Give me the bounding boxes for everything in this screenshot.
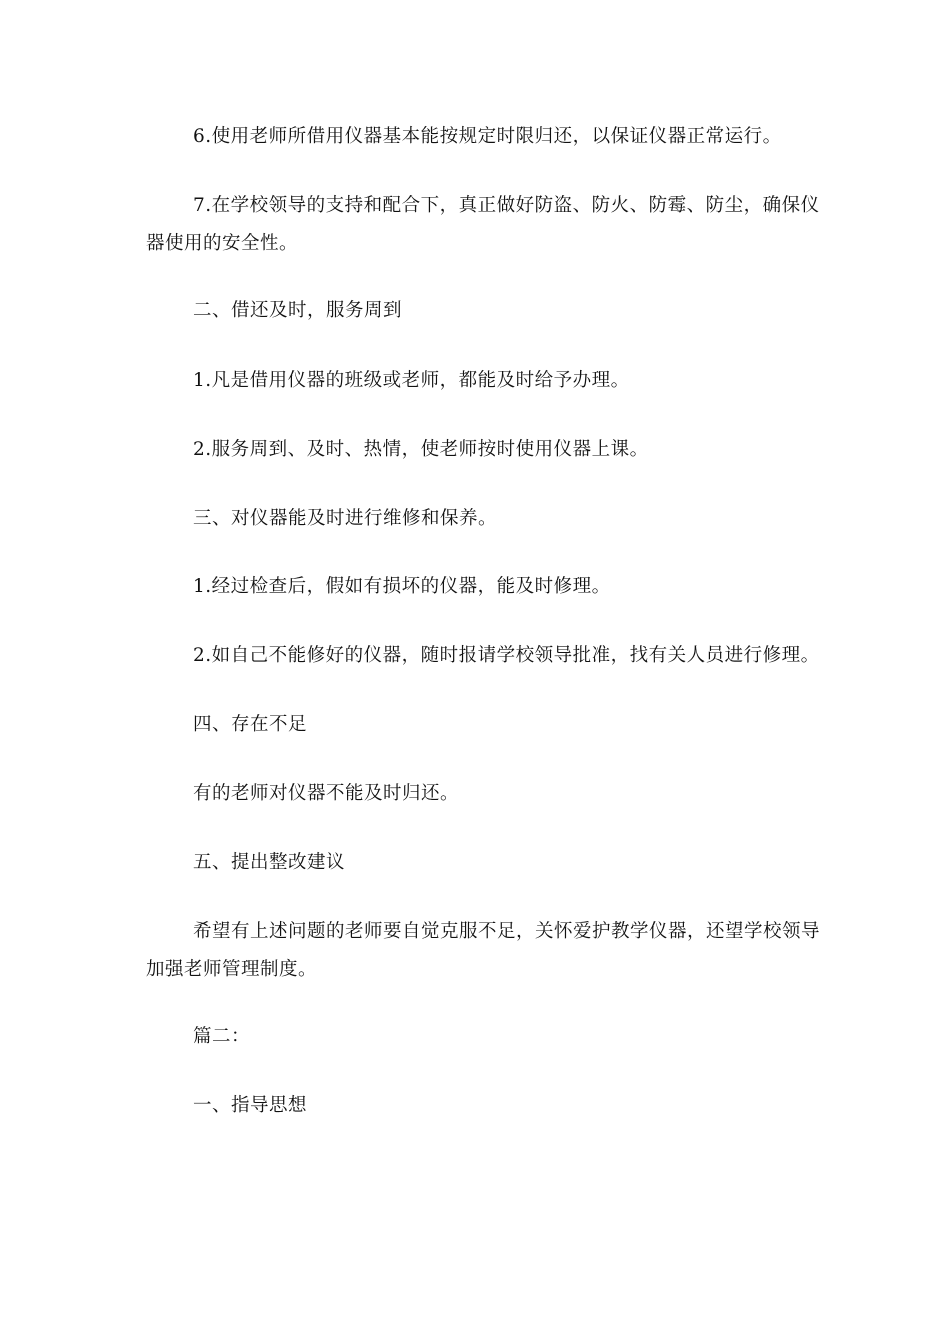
part-two-heading: 篇二： — [193, 1026, 251, 1047]
section-heading-suggestions: 五、提出整改建议 — [193, 852, 346, 873]
paragraph-item-2-repair: 2.如自己不能修好的仪器，随时报请学校领导批准，找有关人员进行修理。 — [193, 645, 820, 666]
paragraph-item-7: 7.在学校领导的支持和配合下，真正做好防盗、防火、防霉、防尘，确保仪器使用的安全性。 — [146, 195, 820, 254]
section-heading-shortcomings: 四、存在不足 — [193, 714, 308, 735]
section-heading-borrow-return: 二、借还及时，服务周到 — [193, 300, 403, 321]
paragraph-suggestion: 希望有上述问题的老师要自觉克服不足，关怀爱护教学仪器，还望学校领导加强老师管理制度。 — [146, 921, 821, 980]
paragraph-item-1-repair: 1.经过检查后，假如有损坏的仪器，能及时修理。 — [193, 576, 611, 597]
paragraph-shortcoming: 有的老师对仪器不能及时归还。 — [193, 783, 460, 804]
paragraph-item-6: 6.使用老师所借用仪器基本能按规定时限归还，以保证仪器正常运行。 — [193, 126, 782, 147]
paragraph-item-2: 2.服务周到、及时、热情，使老师按时使用仪器上课。 — [193, 439, 649, 460]
section-heading-maintenance: 三、对仪器能及时进行维修和保养。 — [193, 508, 498, 529]
section-heading-guiding-ideology: 一、指导思想 — [193, 1095, 308, 1116]
paragraph-item-1: 1.凡是借用仪器的班级或老师，都能及时给予办理。 — [193, 370, 630, 391]
